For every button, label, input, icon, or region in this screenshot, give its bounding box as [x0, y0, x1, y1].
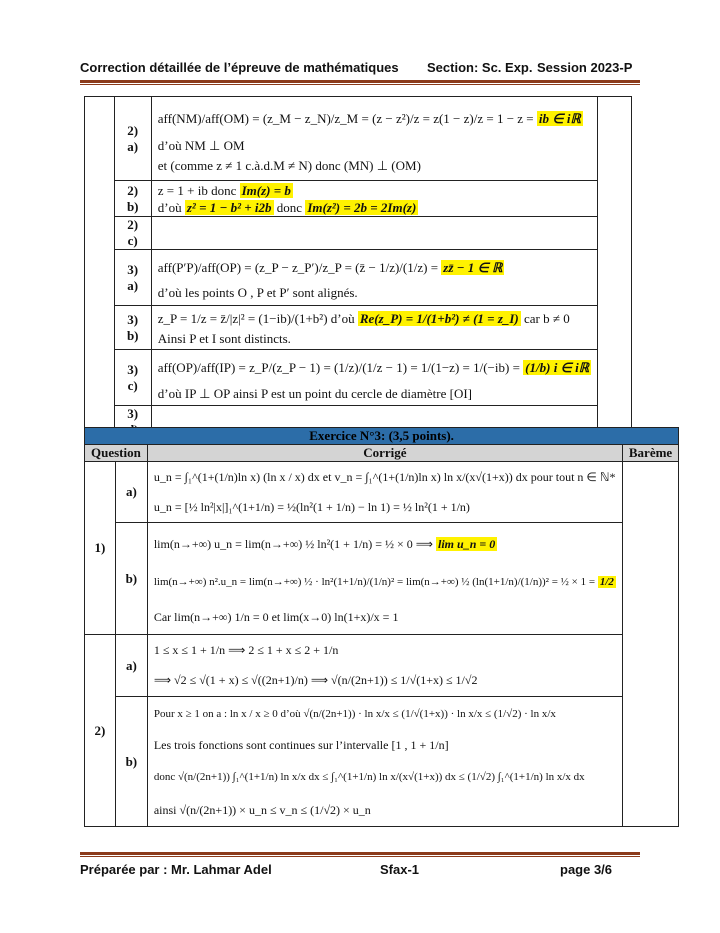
row-label: 2) c) — [114, 217, 151, 250]
highlight: lim u_n = 0 — [438, 536, 496, 551]
row-label: 3) b) — [114, 306, 151, 350]
formula-line: z = 1 + ib donc — [157, 182, 237, 198]
answer-content — [147, 523, 622, 635]
formula-line: d’où NM ⊥ OM — [157, 137, 245, 153]
formula-line: car b ≠ 0 — [524, 310, 570, 326]
subquestion-label: a) — [115, 635, 147, 697]
footer-rule-thin — [80, 856, 640, 857]
formula-line: et (comme z ≠ 1 c.à.d.M ≠ N) donc (MN) ⊥ (OM) — [157, 157, 421, 173]
formula-line: aff(OP)/aff(IP) = z_P/(z_P − 1) = (1/z)/(1/z − 1) = 1/(1−z) = 1/(−ib) = — [157, 359, 520, 375]
row-label: 3) c) — [114, 350, 151, 406]
formula-line: ainsi √(n/(2n+1)) × u_n ≤ v_n ≤ (1/√2) × u_n — [153, 802, 371, 817]
header-rule-thin — [80, 84, 640, 85]
answer-content — [147, 462, 622, 523]
subquestion-label: a) — [115, 462, 147, 523]
question-2-label: 2) — [85, 635, 116, 827]
row-content — [151, 250, 597, 306]
header-rule — [80, 80, 640, 83]
formula-line: Car lim(n→+∞) 1/n = 0 et lim(x→0) ln(1+x)/x = 1 — [153, 609, 399, 624]
formula-line: Pour x ≥ 1 on a : ln x / x ≥ 0 d’où √(n/(2n+1)) · ln x/x ≤ (1/√(1+x)) · ln x/x ≤ (1/√2) · ln x/x — [153, 707, 556, 720]
formula-line: aff(NM)/aff(OM) = (z_M − z_N)/z_M = (z − z²)/z = z(1 − z)/z = 1 − z = — [157, 110, 534, 126]
column-header-corrige: Corrigé — [147, 445, 622, 462]
highlight: Im(z²) = 2b = 2Im(z) — [307, 199, 417, 215]
formula-line: u_n = [½ ln²|x|]₁^(1+1/n) = ½(ln²(1 + 1/n) − ln 1) = ½ ln²(1 + 1/n) — [153, 500, 470, 514]
exercise-title: Exercice N°3: (3,5 points). — [85, 428, 679, 445]
column-header-bareme: Barème — [622, 445, 678, 462]
subquestion-label: b) — [115, 697, 147, 827]
highlight: Re(z_P) = 1/(1+b²) ≠ (1 = z_I) — [359, 310, 519, 326]
formula-line: lim(n→+∞) n².u_n = lim(n→+∞) ½ · ln²(1+1/n)/(1/n)² = lim(n→+∞) ½ (ln(1+1/n)/(1/n))² = ½ × 1 = — [153, 575, 596, 588]
answer-content — [147, 635, 622, 697]
formula-line: z_P = 1/z = z̄/|z|² = (1−ib)/(1+b²) d’où — [157, 310, 355, 326]
highlight: 1/2 — [599, 575, 614, 588]
highlight: Im(z) = b — [241, 182, 291, 198]
formula-line: donc — [276, 199, 303, 215]
formula-line: d’où — [157, 199, 182, 215]
subquestion-label: b) — [115, 523, 147, 635]
row-content — [151, 97, 597, 181]
formula-line: lim(n→+∞) u_n = lim(n→+∞) ½ ln²(1 + 1/n) = ½ × 0 ⟹ — [153, 536, 434, 551]
row-content — [151, 217, 597, 250]
footer-rule — [80, 852, 640, 855]
header-section: Section: Sc. Exp. — [427, 60, 533, 75]
row-label: 2) a) — [114, 97, 151, 181]
row-content — [151, 306, 597, 350]
formula-line: d’où les points O , P et P′ sont alignés. — [157, 284, 358, 300]
formula-line: d’où IP ⊥ OP ainsi P est un point du cercle de diamètre [OI] — [157, 385, 473, 401]
formula-line: ⟹ √2 ≤ √(1 + x) ≤ √((2n+1)/n) ⟹ √(n/(2n+1)) ≤ 1/√(1+x) ≤ 1/√2 — [153, 672, 478, 687]
answer-content — [147, 697, 622, 827]
highlight: (1/b) i ∈ iℝ — [525, 359, 590, 375]
exercise3-table — [84, 427, 679, 827]
bareme-cell — [598, 97, 632, 439]
empty-question-cell — [85, 97, 115, 439]
column-header-question: Question — [85, 445, 148, 462]
formula-line: aff(P′P)/aff(OP) = (z_P − z_P′)/z_P = (z̄ − 1/z)/(1/z) = — [157, 259, 439, 275]
question-1-label: 1) — [85, 462, 116, 635]
correction-table-top — [84, 96, 632, 439]
formula-line: Les trois fonctions sont continues sur l’intervalle [1 , 1 + 1/n] — [153, 737, 449, 752]
bareme-cell — [622, 462, 678, 827]
row-label: 2) b) — [114, 181, 151, 217]
formula-line: donc √(n/(2n+1)) ∫₁^(1+1/n) ln x/x dx ≤ ∫₁^(1+1/n) ln x/(x√(1+x)) dx ≤ (1/√2) ∫₁^(1+1/n) ln x/x dx — [153, 770, 585, 783]
formula-line: Ainsi P et I sont distincts. — [157, 330, 291, 346]
formula-line: u_n = ∫₁^(1+(1/n)ln x) (ln x / x) dx et v_n = ∫₁^(1+(1/n)ln x) ln x/(x√(1+x)) dx pour tout n ∈ ℕ* — [153, 470, 616, 484]
header-session: Session 2023-P — [537, 60, 633, 75]
header-title: Correction détaillée de l’épreuve de mathématiques — [80, 60, 399, 75]
row-content — [151, 181, 597, 217]
footer-author: Préparée par : Mr. Lahmar Adel — [80, 862, 272, 877]
footer-page: page 3/6 — [560, 862, 613, 877]
highlight: zz̄ − 1 ∈ ℝ — [443, 259, 503, 275]
highlight: z² = 1 − b² + i2b — [186, 199, 272, 215]
highlight: ib ∈ iℝ — [538, 110, 581, 126]
footer-place: Sfax-1 — [380, 862, 420, 877]
row-label: 3) a) — [114, 250, 151, 306]
formula-line: 1 ≤ x ≤ 1 + 1/n ⟹ 2 ≤ 1 + x ≤ 2 + 1/n — [153, 642, 339, 657]
row-content — [151, 350, 597, 406]
row-label: 3) — [114, 406, 151, 439]
